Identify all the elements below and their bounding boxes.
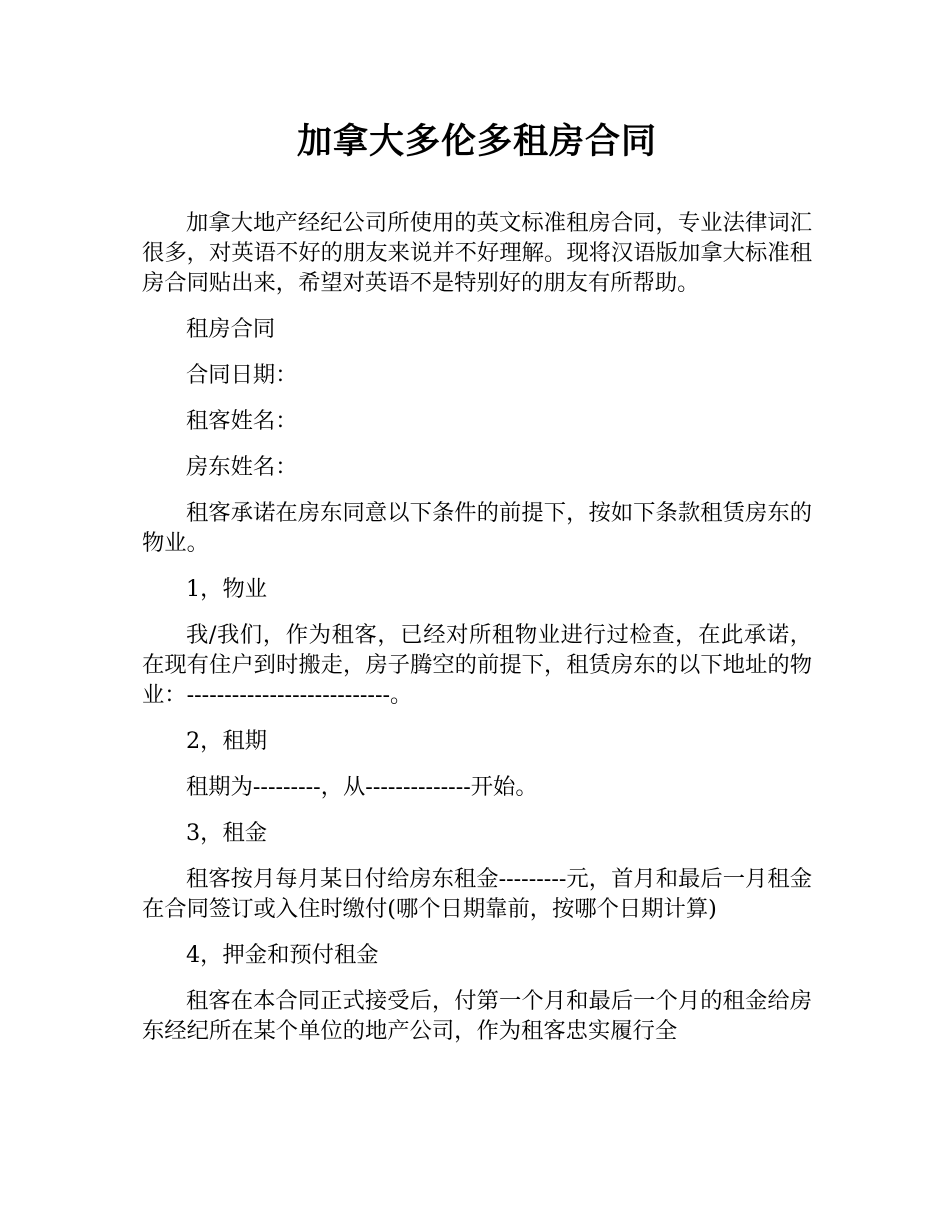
document-title: 加拿大多伦多租房合同 [296, 122, 657, 162]
section-1-heading: 1，物业 [186, 576, 268, 602]
tenant-name-line: 租客姓名： [186, 408, 298, 434]
document-page [142, 116, 812, 1062]
contract-date-line: 合同日期： [186, 362, 298, 388]
section-2-body: 租期为---------，从--------------开始。 [186, 774, 538, 800]
section-4-body: 租客在本合同正式接受后，付第一个月和最后一个月的租金给房东经纪所在某个单位的地产公司，作为租客忠实履行全 [142, 988, 812, 1044]
section-4-heading: 4，押金和预付租金 [186, 942, 379, 968]
section-3-heading: 3，租金 [186, 820, 268, 846]
section-1-body: 我/我们，作为租客，已经对所租物业进行过检查，在此承诺，在现有住户到时搬走，房子腾空的前提下，租赁房东的以下地址的物业：---------------------------。 [142, 622, 812, 708]
landlord-name-line: 房东姓名： [186, 454, 298, 480]
intro-paragraph: 加拿大地产经纪公司所使用的英文标准租房合同，专业法律词汇很多，对英语不好的朋友来说并不好理解。现将汉语版加拿大标准租房合同贴出来，希望对英语不是特别好的朋友有所帮助。 [142, 210, 812, 296]
section-3-body: 租客按月每月某日付给房东租金---------元，首月和最后一月租金在合同签订或入住时缴付(哪个日期靠前，按哪个日期计算) [142, 866, 812, 922]
contract-heading: 租房合同 [186, 316, 276, 342]
tenant-commitment-paragraph: 租客承诺在房东同意以下条件的前提下，按如下条款租赁房东的物业。 [142, 500, 812, 556]
section-2-heading: 2，租期 [186, 728, 268, 754]
